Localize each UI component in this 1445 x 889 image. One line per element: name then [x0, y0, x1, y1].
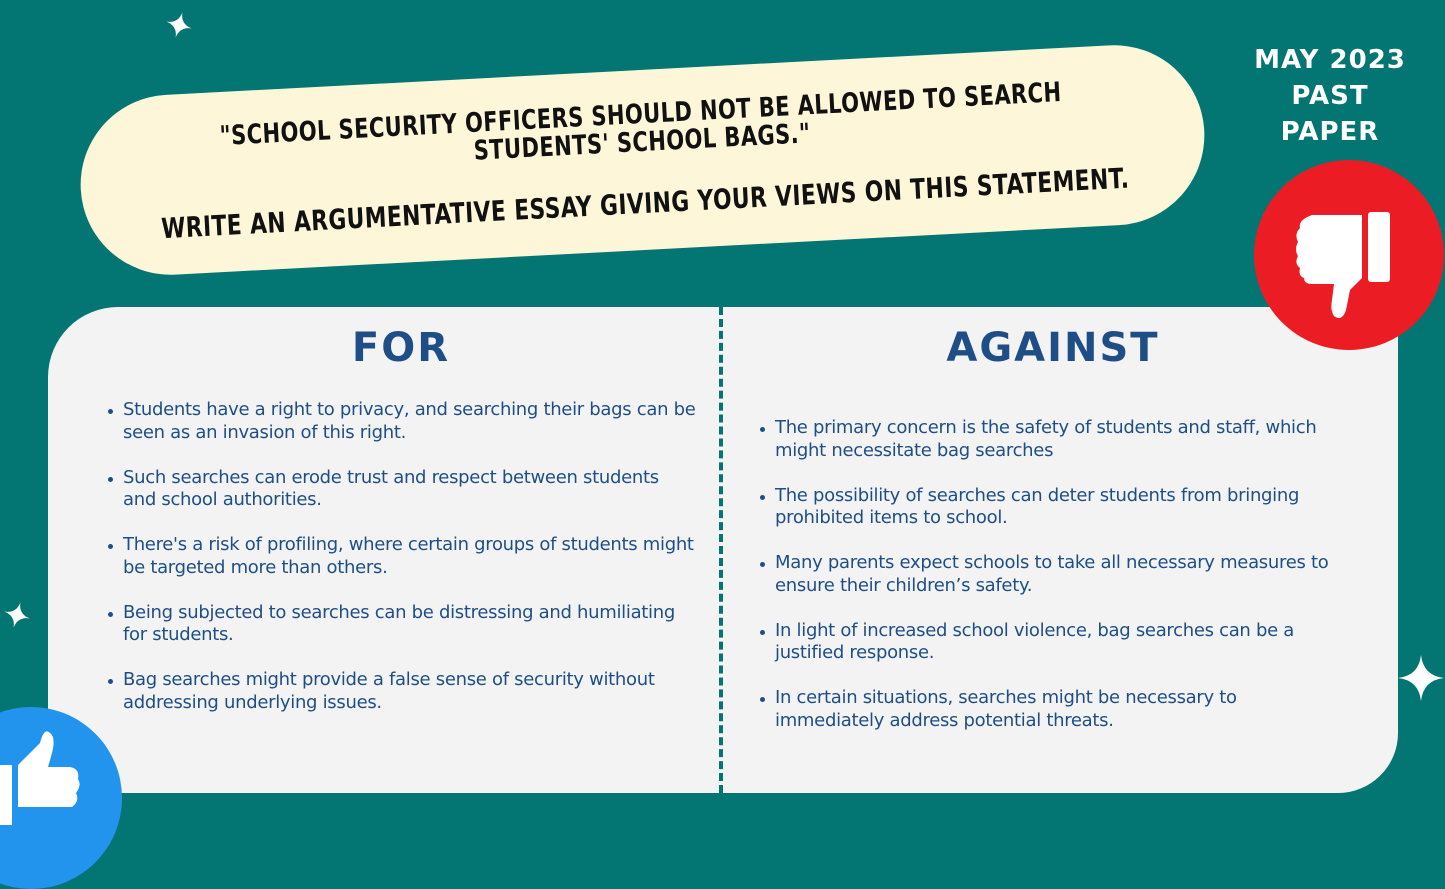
arguments-panel	[48, 307, 1398, 793]
against-point: The primary concern is the safety of students and staff, which might necessitate bag searches	[758, 417, 1348, 462]
date-line-2: PAST PAPER	[1280, 81, 1380, 147]
for-list	[106, 399, 696, 714]
against-heading: AGAINST	[946, 325, 1160, 371]
against-point: Many parents expect schools to take all necessary measures to ensure their children’s safety.	[758, 552, 1348, 597]
for-point: Being subjected to searches can be distressing and humiliating for students.	[106, 602, 696, 647]
statement-quote: "SCHOOL SECURITY OFFICERS SHOULD NOT BE ALLOWED TO SEARCH STUDENTS' SCHOOL BAGS."	[218, 76, 1062, 167]
for-heading: FOR	[351, 325, 451, 371]
sparkle-icon	[166, 12, 192, 38]
date-line-1: MAY 2023	[1254, 45, 1406, 75]
against-point: The possibility of searches can deter students from bringing prohibited items to school.	[758, 485, 1348, 530]
essay-instruction: WRITE AN ARGUMENTATIVE ESSAY GIVING YOUR VIEWS ON THIS STATEMENT.	[159, 161, 1130, 245]
date-badge	[1245, 42, 1415, 150]
against-list	[758, 417, 1348, 732]
against-point: In light of increased school violence, bag searches can be a justified response.	[758, 620, 1348, 665]
sparkle-icon	[4, 602, 30, 628]
column-divider	[719, 307, 723, 793]
against-point: In certain situations, searches might be necessary to immediately address potential threats.	[758, 687, 1348, 732]
sparkle-icon	[1398, 655, 1444, 701]
for-column	[106, 307, 696, 737]
for-point: Such searches can erode trust and respect between students and school authorities.	[106, 467, 696, 512]
against-column	[758, 307, 1348, 755]
essay-prompt-banner	[76, 41, 1209, 280]
for-point: Bag searches might provide a false sense of security without addressing underlying issues.	[106, 669, 696, 714]
for-point: There's a risk of profiling, where certain groups of students might be targeted more than others.	[106, 534, 696, 579]
for-point: Students have a right to privacy, and searching their bags can be seen as an invasion of this right.	[106, 399, 696, 444]
thumbs-down-icon	[1254, 160, 1444, 350]
